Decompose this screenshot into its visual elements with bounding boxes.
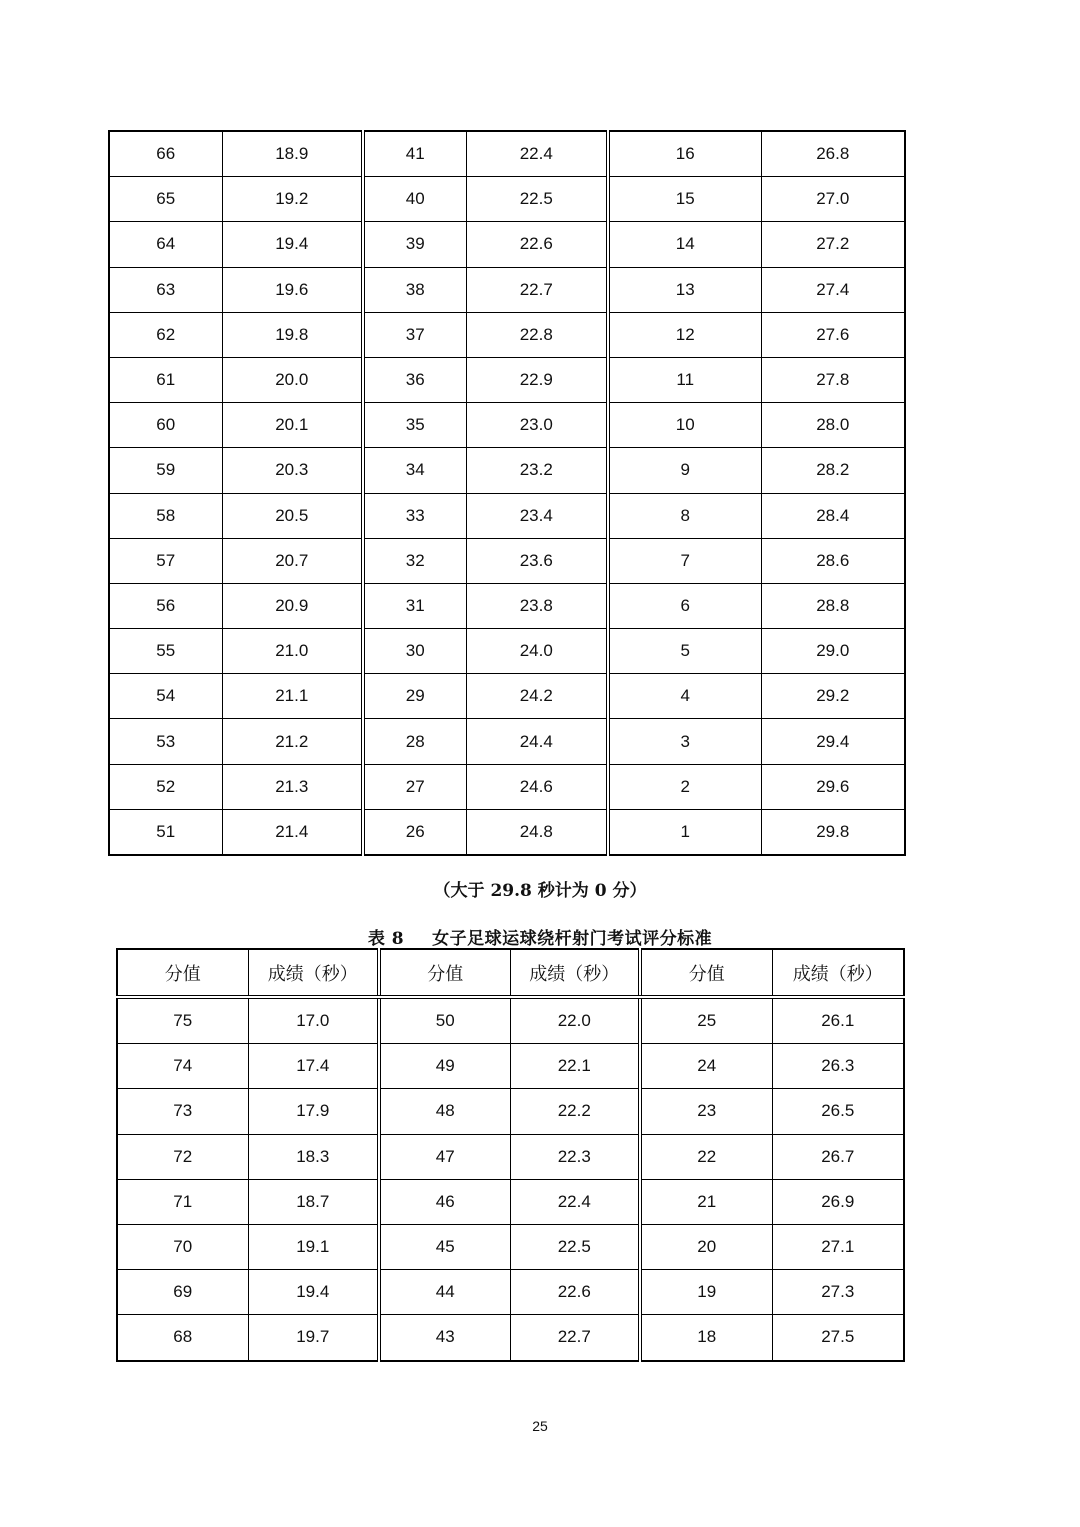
score-cell: 24: [640, 1044, 772, 1089]
score-cell: 23: [640, 1089, 772, 1134]
time-cell: 28.6: [761, 538, 905, 583]
time-cell: 21.1: [222, 674, 363, 719]
score-cell: 4: [608, 674, 761, 719]
time-cell: 27.1: [772, 1224, 904, 1269]
score-cell: 72: [117, 1134, 248, 1179]
score-cell: 71: [117, 1179, 248, 1224]
time-cell: 22.4: [466, 131, 608, 177]
table-header-row: [117, 949, 904, 997]
score-cell: 14: [608, 222, 761, 267]
score-cell: 58: [109, 493, 222, 538]
table-row: [109, 222, 905, 267]
time-cell: 23.4: [466, 493, 608, 538]
score-cell: 57: [109, 538, 222, 583]
score-cell: 37: [363, 312, 466, 357]
time-cell: 27.8: [761, 357, 905, 402]
time-cell: 22.4: [510, 1179, 640, 1224]
time-cell: 22.6: [510, 1270, 640, 1315]
time-cell: 22.7: [466, 267, 608, 312]
time-cell: 22.9: [466, 357, 608, 402]
score-cell: 13: [608, 267, 761, 312]
score-cell: 61: [109, 357, 222, 402]
score-cell: 8: [608, 493, 761, 538]
table-row: [109, 629, 905, 674]
score-cell: 5: [608, 629, 761, 674]
time-cell: 19.2: [222, 177, 363, 222]
time-cell: 19.6: [222, 267, 363, 312]
score-cell: 20: [640, 1224, 772, 1269]
time-cell: 29.8: [761, 809, 905, 855]
score-cell: 36: [363, 357, 466, 402]
time-cell: 27.4: [761, 267, 905, 312]
table-row: [109, 403, 905, 448]
score-cell: 69: [117, 1270, 248, 1315]
score-cell: 38: [363, 267, 466, 312]
time-cell: 19.7: [248, 1315, 379, 1361]
score-cell: 64: [109, 222, 222, 267]
score-cell: 34: [363, 448, 466, 493]
time-cell: 21.4: [222, 809, 363, 855]
score-cell: 73: [117, 1089, 248, 1134]
table-caption: [0, 924, 1080, 949]
time-cell: 27.3: [772, 1270, 904, 1315]
time-cell: 22.2: [510, 1089, 640, 1134]
time-cell: 17.4: [248, 1044, 379, 1089]
header-time: 成绩（秒）: [248, 949, 379, 997]
table-row: [109, 764, 905, 809]
table-row: [109, 493, 905, 538]
score-cell: 40: [363, 177, 466, 222]
table-row: [117, 1044, 904, 1089]
table-number: 表 8: [367, 929, 405, 949]
time-cell: 23.6: [466, 538, 608, 583]
score-cell: 55: [109, 629, 222, 674]
score-cell: 27: [363, 764, 466, 809]
table-row: [109, 448, 905, 493]
score-cell: 50: [379, 997, 510, 1044]
score-cell: 31: [363, 583, 466, 628]
table-row: [117, 1089, 904, 1134]
table-row: [109, 177, 905, 222]
table-row: [109, 357, 905, 402]
score-cell: 35: [363, 403, 466, 448]
time-cell: 23.0: [466, 403, 608, 448]
time-cell: 21.2: [222, 719, 363, 764]
score-cell: 59: [109, 448, 222, 493]
score-cell: 25: [640, 997, 772, 1044]
time-cell: 29.2: [761, 674, 905, 719]
time-cell: 22.0: [510, 997, 640, 1044]
table-row: [109, 267, 905, 312]
score-cell: 16: [608, 131, 761, 177]
table-row: [109, 131, 905, 177]
score-cell: 52: [109, 764, 222, 809]
time-cell: 28.4: [761, 493, 905, 538]
time-cell: 26.1: [772, 997, 904, 1044]
table-row: [109, 719, 905, 764]
score-cell: 45: [379, 1224, 510, 1269]
score-cell: 22: [640, 1134, 772, 1179]
time-cell: 19.4: [222, 222, 363, 267]
table-row: [117, 1179, 904, 1224]
time-cell: 23.2: [466, 448, 608, 493]
time-cell: 20.9: [222, 583, 363, 628]
time-cell: 26.9: [772, 1179, 904, 1224]
time-cell: 22.5: [510, 1224, 640, 1269]
time-cell: 20.1: [222, 403, 363, 448]
score-cell: 12: [608, 312, 761, 357]
score-cell: 18: [640, 1315, 772, 1361]
time-cell: 20.5: [222, 493, 363, 538]
score-cell: 47: [379, 1134, 510, 1179]
score-cell: 46: [379, 1179, 510, 1224]
score-cell: 28: [363, 719, 466, 764]
time-cell: 29.0: [761, 629, 905, 674]
table-row: [117, 1270, 904, 1315]
time-cell: 21.3: [222, 764, 363, 809]
time-cell: 20.3: [222, 448, 363, 493]
score-cell: 62: [109, 312, 222, 357]
time-cell: 29.4: [761, 719, 905, 764]
score-cell: 29: [363, 674, 466, 719]
page-number: 25: [532, 1418, 548, 1434]
time-cell: 22.6: [466, 222, 608, 267]
time-cell: 28.8: [761, 583, 905, 628]
score-cell: 9: [608, 448, 761, 493]
time-cell: 19.8: [222, 312, 363, 357]
score-cell: 15: [608, 177, 761, 222]
score-cell: 74: [117, 1044, 248, 1089]
time-cell: 20.7: [222, 538, 363, 583]
table-row: [117, 1134, 904, 1179]
time-cell: 18.7: [248, 1179, 379, 1224]
time-cell: 21.0: [222, 629, 363, 674]
score-cell: 43: [379, 1315, 510, 1361]
time-cell: 26.3: [772, 1044, 904, 1089]
table-row: [117, 1224, 904, 1269]
table-row: [117, 1315, 904, 1361]
time-cell: 20.0: [222, 357, 363, 402]
time-cell: 17.9: [248, 1089, 379, 1134]
score-cell: 7: [608, 538, 761, 583]
score-cell: 60: [109, 403, 222, 448]
score-cell: 3: [608, 719, 761, 764]
score-cell: 65: [109, 177, 222, 222]
time-cell: 18.9: [222, 131, 363, 177]
score-cell: 44: [379, 1270, 510, 1315]
score-cell: 56: [109, 583, 222, 628]
score-cell: 68: [117, 1315, 248, 1361]
score-cell: 41: [363, 131, 466, 177]
time-cell: 28.0: [761, 403, 905, 448]
time-cell: 22.3: [510, 1134, 640, 1179]
score-cell: 30: [363, 629, 466, 674]
time-cell: 26.7: [772, 1134, 904, 1179]
score-cell: 53: [109, 719, 222, 764]
score-cell: 54: [109, 674, 222, 719]
women-football-score-table: [116, 948, 905, 1362]
time-cell: 22.8: [466, 312, 608, 357]
time-cell: 27.6: [761, 312, 905, 357]
score-cell: 70: [117, 1224, 248, 1269]
header-time: 成绩（秒）: [510, 949, 640, 997]
time-cell: 17.0: [248, 997, 379, 1044]
score-cell: 49: [379, 1044, 510, 1089]
score-cell: 32: [363, 538, 466, 583]
time-cell: 19.4: [248, 1270, 379, 1315]
score-cell: 10: [608, 403, 761, 448]
score-cell: 33: [363, 493, 466, 538]
time-cell: 29.6: [761, 764, 905, 809]
score-cell: 26: [363, 809, 466, 855]
time-cell: 28.2: [761, 448, 905, 493]
time-cell: 26.5: [772, 1089, 904, 1134]
time-cell: 22.5: [466, 177, 608, 222]
time-cell: 23.8: [466, 583, 608, 628]
time-cell: 24.8: [466, 809, 608, 855]
table-title: 女子足球运球绕杆射门考试评分标准: [432, 929, 713, 949]
time-cell: 27.0: [761, 177, 905, 222]
time-cell: 22.1: [510, 1044, 640, 1089]
score-cell: 39: [363, 222, 466, 267]
score-cell: 48: [379, 1089, 510, 1134]
women-football-score-table-body: [117, 997, 904, 1361]
score-cell: 51: [109, 809, 222, 855]
header-score: 分值: [379, 949, 510, 997]
time-cell: 27.5: [772, 1315, 904, 1361]
score-cell: 19: [640, 1270, 772, 1315]
score-cell: 6: [608, 583, 761, 628]
header-score: 分值: [117, 949, 248, 997]
time-cell: 24.4: [466, 719, 608, 764]
score-cell: 2: [608, 764, 761, 809]
table-row: [109, 809, 905, 855]
table-row: [109, 583, 905, 628]
header-time: 成绩（秒）: [772, 949, 904, 997]
table-row: [109, 538, 905, 583]
score-cell: 1: [608, 809, 761, 855]
header-score: 分值: [640, 949, 772, 997]
time-cell: 24.0: [466, 629, 608, 674]
table-row: [117, 997, 904, 1044]
time-cell: 18.3: [248, 1134, 379, 1179]
score-table-continued-body: [109, 131, 905, 855]
table-row: [109, 312, 905, 357]
time-cell: 24.6: [466, 764, 608, 809]
time-cell: 19.1: [248, 1224, 379, 1269]
score-cell: 63: [109, 267, 222, 312]
score-cell: 75: [117, 997, 248, 1044]
table-note: （大于 29.8 秒计为 0 分）: [433, 881, 647, 901]
score-cell: 11: [608, 357, 761, 402]
time-cell: 27.2: [761, 222, 905, 267]
score-cell: 21: [640, 1179, 772, 1224]
time-cell: 22.7: [510, 1315, 640, 1361]
score-cell: 66: [109, 131, 222, 177]
table-row: [109, 674, 905, 719]
time-cell: 26.8: [761, 131, 905, 177]
score-table-continued: [108, 130, 906, 856]
time-cell: 24.2: [466, 674, 608, 719]
